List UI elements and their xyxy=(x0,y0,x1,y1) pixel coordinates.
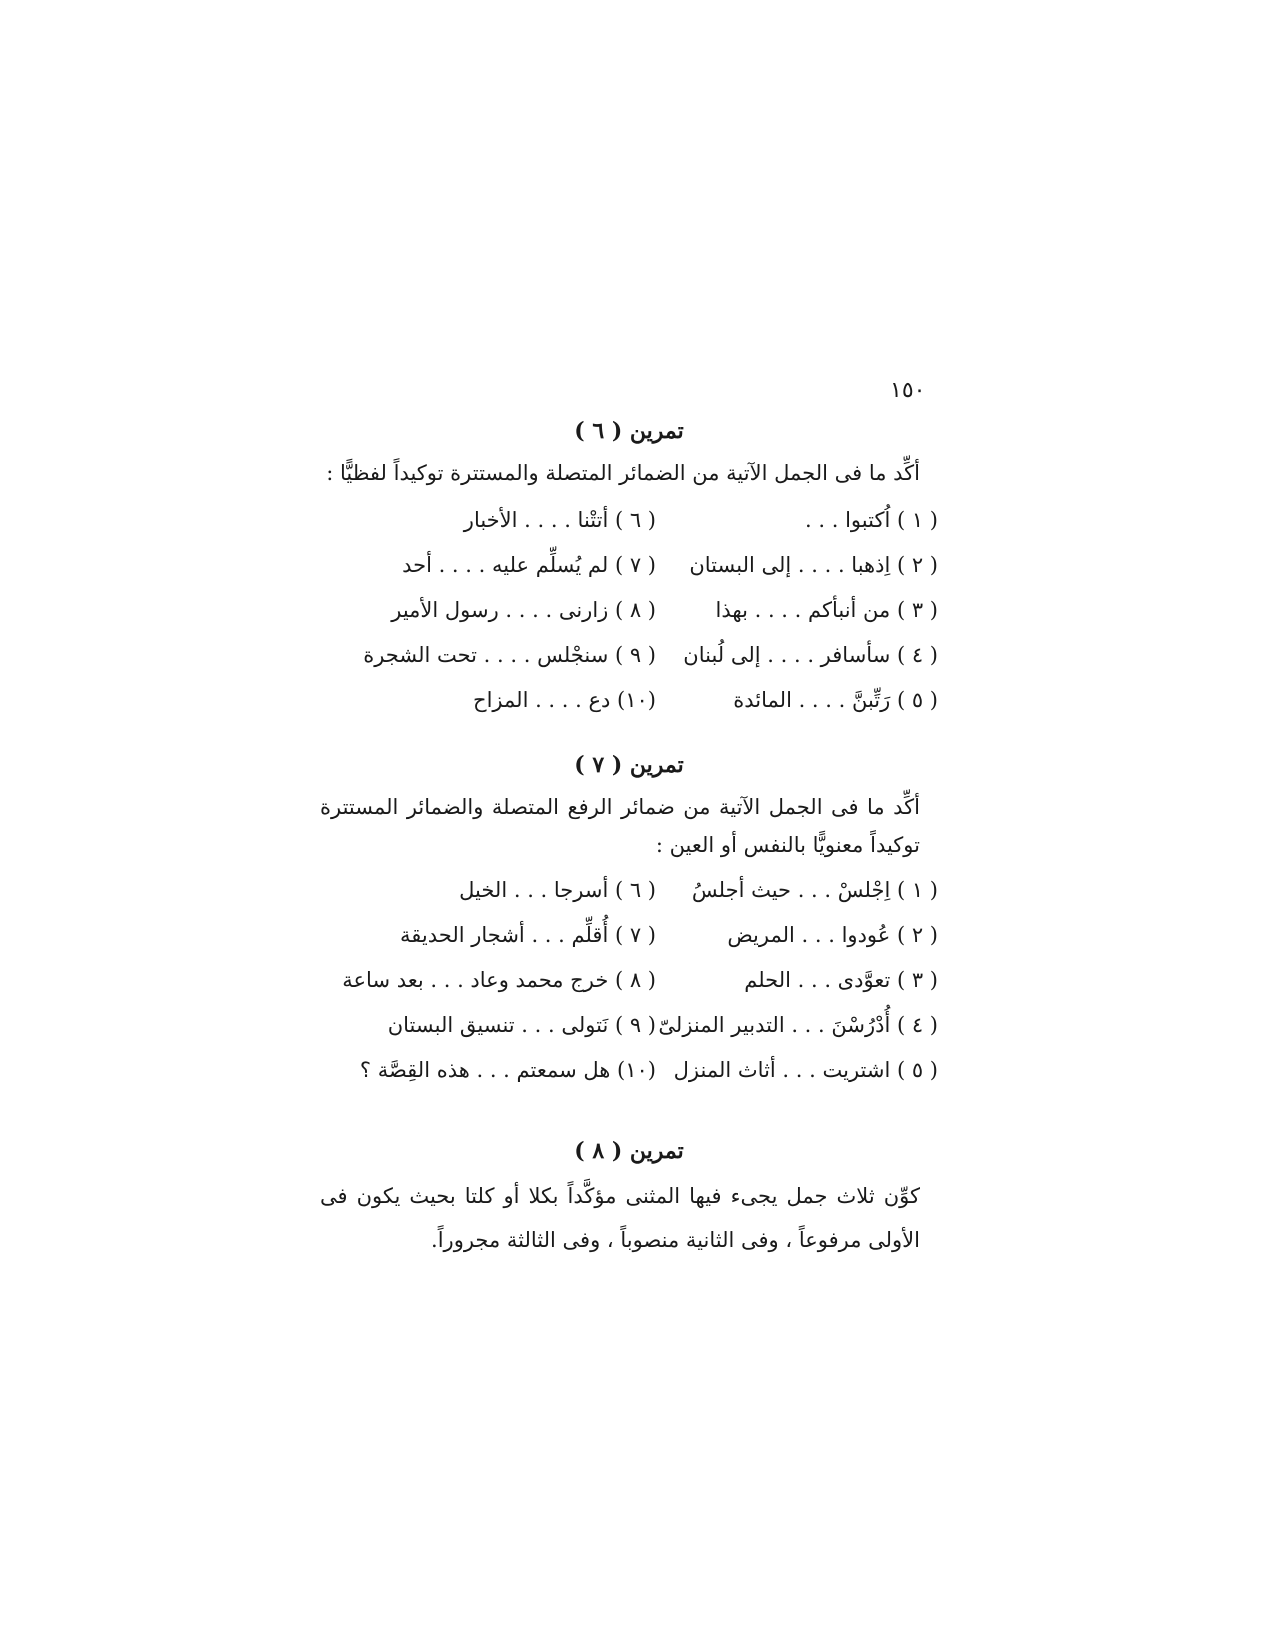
exercise-item: ( ٤ ) أُدْرُسْنَ . . . التدبير المنزلىّ xyxy=(658,1013,938,1037)
exercise-instruction: أكِّد ما فى الجمل الآتية من ضمائر الرفع المتصلة والضمائر المستترة توكيداً معنويًّا بالنفس أو العين : xyxy=(320,795,920,857)
exercise-item: (١٠) هل سمعتم . . . هذه القِصَّة ؟ xyxy=(359,1058,656,1082)
exercise-item: ( ٥ ) اشتريت . . . أثاث المنزل xyxy=(673,1058,938,1082)
exercise-8 xyxy=(320,1138,938,1268)
exercise-item: ( ٨ ) زارنى . . . . رسول الأمير xyxy=(391,598,656,622)
exercise-item: ( ٤ ) سأسافر . . . . إلى لُبنان xyxy=(683,643,938,667)
page-number: ١٥٠ xyxy=(890,378,926,403)
exercise-item: ( ٦ ) أسرجا . . . الخيل xyxy=(459,878,656,902)
exercise-item: ( ٨ ) خرج محمد وعاد . . . بعد ساعة xyxy=(342,968,656,992)
exercise-item: ( ٢ ) عُودوا . . . المريض xyxy=(727,923,938,947)
exercise-items xyxy=(320,498,938,723)
exercise-item: ( ٧ ) لم يُسلِّم عليه . . . . أحد xyxy=(402,553,656,577)
exercise-item: ( ٣ ) من أنبأكم . . . . بهذا xyxy=(715,598,938,622)
exercise-instruction: أكِّد ما فى الجمل الآتية من الضمائر المتصلة والمستترة توكيداً لفظيًّا : xyxy=(326,461,920,485)
exercise-title: تمرين ( ٧ ) xyxy=(574,752,684,778)
exercise-title: تمرين ( ٦ ) xyxy=(574,418,684,444)
exercise-item: ( ٥ ) رَتِّبنَّ . . . . المائدة xyxy=(733,688,938,712)
exercise-7 xyxy=(320,752,938,1093)
exercise-item: ( ١ ) اِجْلسْ . . . حيث أجلسُ xyxy=(691,878,938,902)
exercise-item: ( ٣ ) تعوَّدى . . . الحلم xyxy=(744,968,938,992)
exercise-item: ( ١ ) اُكتبوا . . . xyxy=(805,508,938,532)
exercise-item: (١٠) دع . . . . المزاح xyxy=(473,688,656,712)
exercise-instruction: كوِّن ثلاث جمل يجىء فيها المثنى مؤكَّداً بكلا أو كلتا بحيث يكون فى الأولى مرفوعاً ، وفى الثانية منصوباً ، وفى الثالثة مجروراً. xyxy=(320,1184,920,1252)
exercise-item: ( ٦ ) أتتْنا . . . . الأخبار xyxy=(463,508,656,532)
exercise-item: ( ٢ ) اِذهبا . . . . إلى البستان xyxy=(689,553,938,577)
exercise-6 xyxy=(320,418,938,723)
exercise-items xyxy=(320,868,938,1093)
exercise-item: ( ٩ ) نَتولى . . . تنسيق البستان xyxy=(387,1013,656,1037)
exercise-title: تمرين ( ٨ ) xyxy=(574,1138,684,1164)
exercise-item: ( ٧ ) أُقلِّم . . . أشجار الحديقة xyxy=(400,923,656,947)
exercise-item: ( ٩ ) سنجْلس . . . . تحت الشجرة xyxy=(363,643,656,667)
